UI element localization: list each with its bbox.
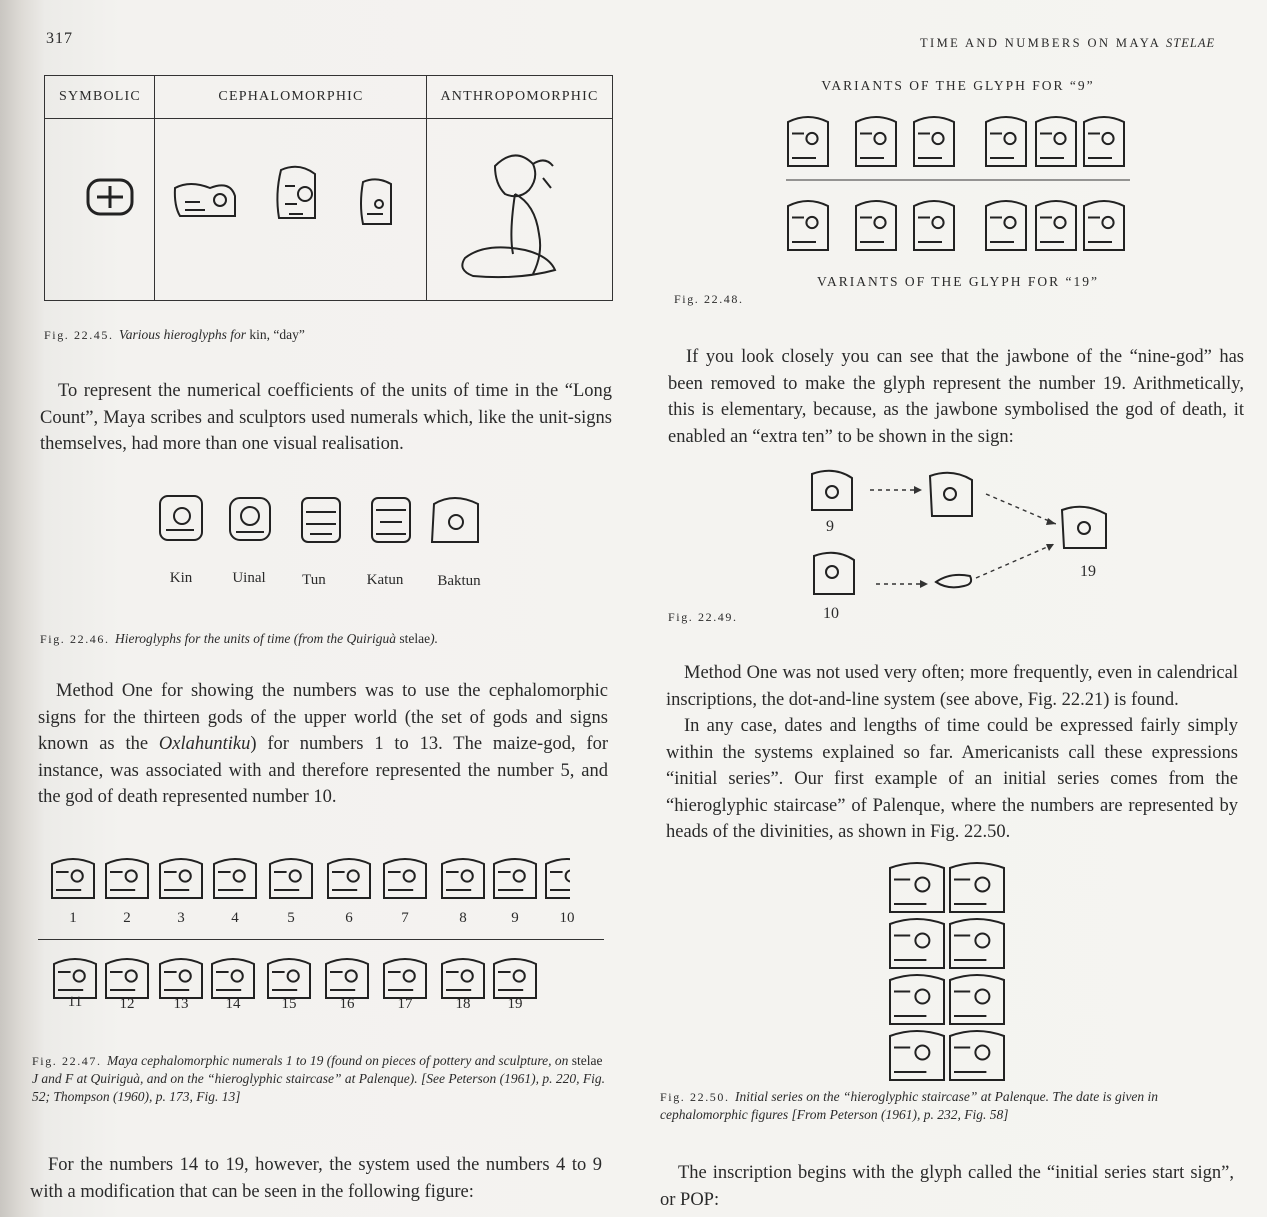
cephalomorphic-numeral-glyphs xyxy=(50,852,570,1002)
numeral-glyph-8 xyxy=(442,859,484,898)
fig48-bottom-title: VARIANTS OF THE GLYPH FOR “19” xyxy=(816,274,1100,289)
initial-series-glyph-1 xyxy=(890,863,944,912)
numeral-glyph-16 xyxy=(326,959,368,998)
fig46-label: Fig. 22.46. xyxy=(40,632,110,646)
uinal-unit-glyph xyxy=(230,498,270,540)
numeral-glyph-19 xyxy=(494,959,536,998)
kin-unit-glyph xyxy=(160,496,202,540)
nine-head-glyph xyxy=(812,471,852,510)
label-9: 9 xyxy=(826,518,834,535)
nine-variant-glyph-4 xyxy=(986,117,1026,166)
initial-series-glyph-6 xyxy=(950,975,1004,1024)
nineteen-variant-glyph-4 xyxy=(986,201,1026,250)
left-paragraph-3-text: For the numbers 14 to 19, however, the system used the numbers 4 to 9 with a modification that can be seen in the following figure: xyxy=(30,1155,602,1202)
header-symbolic: SYMBOLIC xyxy=(59,89,141,104)
fig49-label: Fig. 22.49. xyxy=(668,610,738,624)
time-unit-glyphs xyxy=(150,490,490,550)
right-paragraph-4 xyxy=(660,1160,1234,1213)
unit-label-tun: Tun xyxy=(302,572,326,588)
unit-label-baktun: Baktun xyxy=(437,573,481,589)
glyph-variants-drawing xyxy=(780,108,1140,258)
numeral-label-19: 19 xyxy=(507,996,523,1012)
numeral-label-13: 13 xyxy=(173,996,189,1012)
initial-series-glyph-2 xyxy=(950,863,1004,912)
cephalomorphic-kin-glyph-2 xyxy=(277,167,315,218)
numeral-label-8: 8 xyxy=(459,910,467,926)
header-anthropomorphic: ANTHROPOMORPHIC xyxy=(440,89,599,104)
numeral-glyph-12 xyxy=(106,959,148,998)
right-paragraph-1-text: If you look closely you can see that the jawbone of the “nine-god” has been removed to make the glyph represent the number 19. Arithmetically, this is elementary, because, as the jawbone symbolised the god of death, it enabled an “extra ten” to be shown in the sign: xyxy=(668,347,1244,447)
numeral-glyph-11 xyxy=(54,959,96,998)
numeral-glyph-6 xyxy=(328,859,370,898)
numeral-label-4: 4 xyxy=(231,910,239,926)
right-paragraph-2-text: Method One was not used very often; more frequently, even in calendrical inscriptions, the dot-and-line system (see above, Fig. 22.21) is found. xyxy=(666,663,1238,710)
palenque-initial-series-glyphs xyxy=(886,856,1012,1086)
nine-head-without-jaw-glyph xyxy=(930,473,972,516)
left-paragraph-2-text xyxy=(38,678,608,811)
nineteen-variant-glyph-5 xyxy=(1036,201,1076,250)
nine-variant-glyph-5 xyxy=(1036,117,1076,166)
fig50-caption xyxy=(660,1088,1234,1124)
nine-variant-glyph-6 xyxy=(1084,117,1124,166)
numeral-label-3: 3 xyxy=(177,910,185,926)
numeral-glyph-5 xyxy=(270,859,312,898)
numeral-label-7: 7 xyxy=(401,910,409,926)
unit-label-kin: Kin xyxy=(169,570,193,586)
numerals-divider-rule xyxy=(38,939,604,940)
fig46-caption xyxy=(40,630,610,648)
nineteen-variant-glyph-1 xyxy=(788,201,828,250)
label-19: 19 xyxy=(1080,563,1096,580)
numeral-label-12: 12 xyxy=(119,996,135,1012)
nineteen-variant-glyph-3 xyxy=(914,201,954,250)
kin-glyph-table xyxy=(44,75,613,301)
ten-head-glyph xyxy=(814,553,854,594)
fig47-caption xyxy=(32,1052,607,1106)
initial-series-glyph-5 xyxy=(890,975,944,1024)
fig45-caption-text: Various hieroglyphs for xyxy=(118,327,250,342)
numeral-glyph-10 xyxy=(546,859,570,898)
arrow-jawbone-to-19 xyxy=(976,544,1054,578)
left-paragraph-2-a: Method One for showing the numbers was to use the cephalomorphic signs for the thirteen gods of the upper world (the set of gods and signs known as the xyxy=(38,681,608,754)
initial-series-glyph-8 xyxy=(950,1031,1004,1080)
numeral-label-9: 9 xyxy=(511,910,519,926)
nine-variant-glyph-1 xyxy=(788,117,828,166)
numeral-glyph-3 xyxy=(160,859,202,898)
numeral-label-2: 2 xyxy=(123,910,131,926)
numeral-label-11: 11 xyxy=(67,994,83,1010)
numeral-glyph-13 xyxy=(160,959,202,998)
numeral-glyph-9 xyxy=(494,859,536,898)
arrow-stripped-to-19 xyxy=(986,494,1056,524)
running-head-text: TIME AND NUMBERS ON MAYA xyxy=(920,36,1161,50)
fig47-caption-text: Maya cephalomorphic numerals 1 to 19 (found on pieces of pottery and sculpture, on xyxy=(106,1053,572,1068)
fig48-caption xyxy=(674,290,746,308)
numeral-label-16: 16 xyxy=(339,996,355,1012)
fig45-caption-kin: kin, “day” xyxy=(249,327,305,342)
anthropomorphic-kin-figure xyxy=(462,155,555,277)
initial-series-glyph-7 xyxy=(890,1031,944,1080)
nine-to-nineteen-diagram xyxy=(800,466,1130,606)
fig45-caption xyxy=(44,326,604,344)
numeral-glyph-17 xyxy=(384,959,426,998)
fig45-label: Fig. 22.45. xyxy=(44,328,114,342)
initial-series-glyph-3 xyxy=(890,919,944,968)
nineteen-variant-glyph-2 xyxy=(856,201,896,250)
left-paragraph-1-text: To represent the numerical coefficients of the units of time in the “Long Count”, Maya scribes and sculptors used numerals which, like the unit-signs themselves, had more than one visual realisation. xyxy=(40,381,612,454)
numeral-label-10: 10 xyxy=(559,910,575,926)
numeral-glyph-18 xyxy=(442,959,484,998)
numeral-glyph-4 xyxy=(214,859,256,898)
numeral-glyph-1 xyxy=(52,859,94,898)
unit-label-katun: Katun xyxy=(366,572,404,588)
initial-series-glyph-4 xyxy=(950,919,1004,968)
numeral-label-5: 5 xyxy=(287,910,295,926)
cephalomorphic-kin-glyph-1 xyxy=(175,184,235,216)
numeral-glyph-15 xyxy=(268,959,310,998)
numeral-label-18: 18 xyxy=(455,996,471,1012)
katun-unit-glyph xyxy=(372,498,410,542)
fig50-label: Fig. 22.50. xyxy=(660,1090,730,1104)
right-paragraph-3-text: In any case, dates and lengths of time could be expressed fairly simply within the systems explained so far. Americanists call these expressions “initial series”. Our first example of an initial series comes from the “hieroglyphic staircase” of Palenque, where the numbers are represented by heads of the divinities, as shown in Fig. 22.50. xyxy=(666,716,1238,842)
unit-label-uinal: Uinal xyxy=(232,570,266,586)
baktun-unit-glyph xyxy=(432,498,478,542)
running-head-italic: STELAE xyxy=(1166,36,1216,50)
fig47-caption-stelae: stelae xyxy=(571,1053,603,1068)
left-paragraph-1 xyxy=(40,378,612,458)
numeral-label-6: 6 xyxy=(345,910,353,926)
symbolic-kin-glyph xyxy=(88,180,132,214)
table-header-row xyxy=(45,76,612,119)
fig48-top-title: VARIANTS OF THE GLYPH FOR “9” xyxy=(821,78,1095,93)
kin-glyph-drawings xyxy=(45,118,612,300)
numeral-label-14: 14 xyxy=(225,996,241,1012)
numeral-glyph-7 xyxy=(384,859,426,898)
nineteen-variant-glyph-6 xyxy=(1084,201,1124,250)
right-paragraph-2 xyxy=(666,660,1238,846)
label-10: 10 xyxy=(823,605,839,622)
oxlahuntiku-term: Oxlahuntiku xyxy=(158,734,251,754)
numeral-label-1: 1 xyxy=(69,910,77,926)
header-cephalomorphic: CEPHALOMORPHIC xyxy=(218,89,364,104)
nine-variant-glyph-3 xyxy=(914,117,954,166)
numeral-glyph-14 xyxy=(212,959,254,998)
numeral-label-17: 17 xyxy=(397,996,413,1012)
jawbone-glyph xyxy=(936,575,971,587)
right-paragraph-4-text: The inscription begins with the glyph called the “initial series start sign”, or POP: xyxy=(660,1163,1234,1210)
fig46-caption-text: Hieroglyphs for the units of time (from the Quiriguà xyxy=(114,631,400,646)
nineteen-head-glyph xyxy=(1062,507,1106,548)
left-paragraph-2 xyxy=(38,678,608,811)
tun-unit-glyph xyxy=(302,498,340,542)
numeral-glyph-2 xyxy=(106,859,148,898)
running-head xyxy=(920,36,1215,51)
fig46-caption-end: ). xyxy=(430,631,438,646)
fig47-caption-end: J and F at Quiriguà, and on the “hieroglyphic staircase” at Palenque). [See Peterson (1961), p. 220, Fig. 52; Thompson (1960), p. 173, Fig. 13] xyxy=(32,1071,606,1104)
nine-variant-glyph-2 xyxy=(856,117,896,166)
fig50-caption-text: Initial series on the “hieroglyphic staircase” at Palenque. The date is given in cephalomorphic figures [From Peterson (1961), p. 232, Fig. 58] xyxy=(660,1089,1159,1122)
fig46-caption-stelae: stelae xyxy=(399,631,431,646)
cephalomorphic-kin-glyph-3 xyxy=(361,179,391,224)
numeral-label-15: 15 xyxy=(281,996,297,1012)
fig49-caption xyxy=(668,608,740,626)
fig47-label: Fig. 22.47. xyxy=(32,1054,102,1068)
left-paragraph-3 xyxy=(30,1152,602,1205)
page-number: 317 xyxy=(46,30,73,47)
fig48-label: Fig. 22.48. xyxy=(674,292,744,306)
right-paragraph-1 xyxy=(668,344,1244,450)
left-paragraph-2-c: ) for numbers 1 to 13. The maize-god, for instance, was associated with and therefore represented the number 5, and the god of death represented number 10. xyxy=(38,734,609,807)
